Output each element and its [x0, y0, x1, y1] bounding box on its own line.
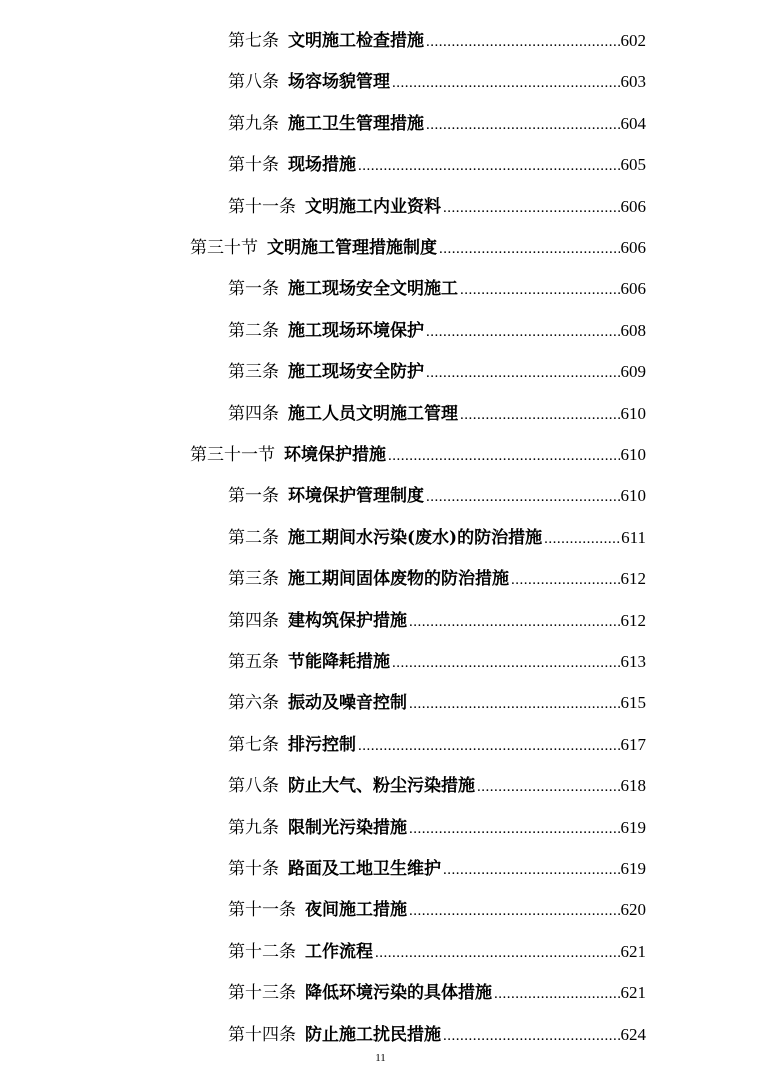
toc-entry-number: 第三十一节	[190, 445, 275, 465]
toc-entry-number: 第三条	[228, 362, 279, 382]
toc-entry-number: 第三条	[228, 569, 279, 589]
toc-item-entry[interactable]	[228, 978, 646, 1008]
toc-item-entry[interactable]	[228, 399, 646, 429]
toc-entry-number: 第八条	[228, 72, 279, 92]
page-number: 11	[375, 1052, 386, 1064]
toc-item-entry[interactable]	[228, 564, 646, 594]
toc-entry-page: 621	[620, 942, 646, 961]
toc-entry-page: 621	[620, 983, 646, 1002]
toc-item-entry[interactable]	[228, 316, 646, 346]
toc-leader-dots	[358, 731, 620, 761]
toc-item-entry[interactable]	[228, 109, 646, 139]
toc-entry-title: 工作流程	[305, 942, 373, 962]
toc-entry-title: 路面及工地卫生维护	[288, 859, 441, 879]
toc-leader-dots	[494, 979, 620, 1009]
toc-entry-title: 夜间施工措施	[305, 900, 407, 920]
toc-entry-page: 611	[621, 528, 646, 547]
toc-entry-page: 619	[620, 818, 646, 837]
toc-entry-number: 第十三条	[228, 983, 296, 1003]
toc-item-entry[interactable]	[228, 688, 646, 718]
toc-entry-number: 第十条	[228, 859, 279, 879]
toc-entry-page: 602	[620, 31, 646, 50]
toc-entry-page: 609	[620, 362, 646, 381]
toc-leader-dots	[426, 317, 620, 347]
toc-leader-dots	[443, 855, 620, 885]
toc-leader-dots	[426, 482, 620, 512]
toc-leader-dots	[511, 565, 620, 595]
toc-leader-dots	[392, 68, 620, 98]
toc-entry-number: 第四条	[228, 404, 279, 424]
toc-entry-number: 第二条	[228, 528, 279, 548]
toc-leader-dots	[443, 1021, 620, 1051]
toc-entry-number: 第四条	[228, 611, 279, 631]
toc-entry-page: 618	[620, 776, 646, 795]
toc-entry-title: 节能降耗措施	[288, 652, 390, 672]
toc-leader-dots	[460, 400, 620, 430]
toc-item-entry[interactable]	[228, 937, 646, 967]
toc-entry-page: 604	[620, 114, 646, 133]
toc-entry-page: 606	[620, 279, 646, 298]
toc-entry-page: 610	[620, 404, 646, 423]
toc-entry-page: 613	[620, 652, 646, 671]
toc-entry-title: 环境保护措施	[284, 445, 386, 465]
toc-entry-page: 606	[620, 197, 646, 216]
toc-entry-title: 降低环境污染的具体措施	[305, 983, 492, 1003]
toc-item-entry[interactable]	[228, 150, 646, 180]
toc-entry-page: 615	[620, 693, 646, 712]
toc-leader-dots	[477, 772, 620, 802]
toc-section-entry[interactable]	[190, 440, 646, 470]
toc-entry-title: 振动及噪音控制	[288, 693, 407, 713]
toc-entry-title: 施工现场安全文明施工	[288, 279, 458, 299]
toc-entry-title: 防止大气、粉尘污染措施	[288, 776, 475, 796]
toc-item-entry[interactable]	[228, 813, 646, 843]
toc-item-entry[interactable]	[228, 67, 646, 97]
toc-item-entry[interactable]	[228, 1020, 646, 1050]
toc-entry-number: 第一条	[228, 486, 279, 506]
toc-entry-page: 606	[620, 238, 646, 257]
toc-leader-dots	[426, 27, 620, 57]
toc-entry-page: 610	[620, 486, 646, 505]
toc-entry-title: 限制光污染措施	[288, 818, 407, 838]
toc-entry-number: 第二条	[228, 321, 279, 341]
toc-entry-title: 施工期间水污染(废水)的防治措施	[288, 528, 543, 548]
toc-entry-number: 第十条	[228, 155, 279, 175]
toc-entry-title: 建构筑保护措施	[288, 611, 407, 631]
toc-entry-page: 612	[620, 569, 646, 588]
toc-entry-page: 612	[620, 611, 646, 630]
toc-entry-number: 第八条	[228, 776, 279, 796]
toc-entry-page: 603	[620, 72, 646, 91]
toc-entry-title: 文明施工管理措施制度	[267, 238, 437, 258]
toc-item-entry[interactable]	[228, 895, 646, 925]
toc-entry-page: 624	[620, 1025, 646, 1044]
toc-entry-title: 现场措施	[288, 155, 356, 175]
toc-leader-dots	[375, 938, 620, 968]
toc-entry-number: 第十四条	[228, 1025, 296, 1045]
toc-entry-number: 第九条	[228, 114, 279, 134]
toc-entry-page: 619	[620, 859, 646, 878]
toc-item-entry[interactable]	[228, 854, 646, 884]
toc-entry-number: 第十二条	[228, 942, 296, 962]
toc-leader-dots	[392, 648, 620, 678]
toc-item-entry[interactable]	[228, 647, 646, 677]
toc-leader-dots	[409, 689, 620, 719]
toc-leader-dots	[439, 234, 620, 264]
toc-entry-page: 608	[620, 321, 646, 340]
toc-leader-dots	[388, 441, 620, 471]
toc-entry-number: 第三十节	[190, 238, 258, 258]
toc-entry-title: 文明施工内业资料	[305, 197, 441, 217]
toc-item-entry[interactable]	[228, 730, 646, 760]
toc-entry-number: 第六条	[228, 693, 279, 713]
toc-entry-number: 第七条	[228, 31, 279, 51]
toc-entry-title: 场容场貌管理	[288, 72, 390, 92]
toc-item-entry[interactable]	[228, 192, 646, 222]
toc-item-entry[interactable]	[228, 481, 646, 511]
toc-leader-dots	[426, 110, 620, 140]
toc-leader-dots	[443, 193, 620, 223]
toc-entry-number: 第一条	[228, 279, 279, 299]
toc-leader-dots	[409, 814, 620, 844]
toc-item-entry[interactable]	[228, 26, 646, 56]
toc-entry-number: 第九条	[228, 818, 279, 838]
toc-item-entry[interactable]	[228, 357, 646, 387]
toc-entry-title: 施工期间固体废物的防治措施	[288, 569, 509, 589]
toc-item-entry[interactable]	[228, 771, 646, 801]
toc-leader-dots	[460, 275, 620, 305]
toc-leader-dots	[409, 896, 620, 926]
toc-leader-dots	[426, 358, 620, 388]
toc-entry-number: 第七条	[228, 735, 279, 755]
toc-entry-title: 排污控制	[288, 735, 356, 755]
toc-entry-title: 施工卫生管理措施	[288, 114, 424, 134]
toc-item-entry[interactable]	[228, 274, 646, 304]
toc-entry-number: 第十一条	[228, 900, 296, 920]
toc-entry-page: 605	[620, 155, 646, 174]
toc-entry-title: 施工人员文明施工管理	[288, 404, 458, 424]
toc-leader-dots	[358, 151, 620, 181]
toc-entry-page: 620	[620, 900, 646, 919]
toc-entry-page: 610	[620, 445, 646, 464]
toc-entry-title: 文明施工检查措施	[288, 31, 424, 51]
toc-section-entry[interactable]	[190, 233, 646, 263]
toc-entry-number: 第五条	[228, 652, 279, 672]
toc-item-entry[interactable]	[228, 523, 646, 553]
toc-entry-title: 施工现场环境保护	[288, 321, 424, 341]
toc-entry-title: 施工现场安全防护	[288, 362, 424, 382]
toc-item-entry[interactable]	[228, 606, 646, 636]
toc-entry-page: 617	[620, 735, 646, 754]
toc-leader-dots	[409, 607, 620, 637]
toc-entry-title: 环境保护管理制度	[288, 486, 424, 506]
toc-entry-number: 第十一条	[228, 197, 296, 217]
toc-entry-title: 防止施工扰民措施	[305, 1025, 441, 1045]
toc-leader-dots	[544, 524, 620, 554]
